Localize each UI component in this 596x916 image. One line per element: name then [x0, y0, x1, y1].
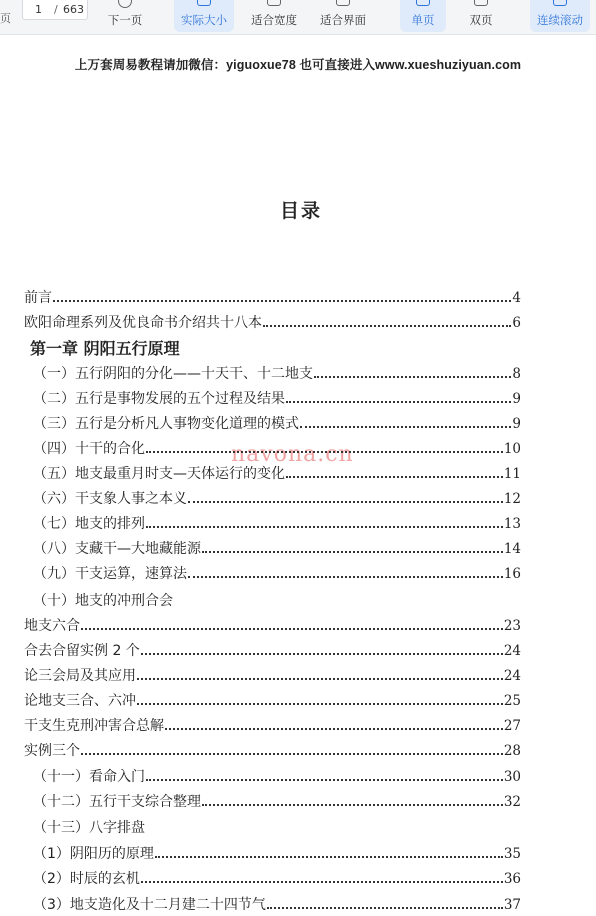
toc-entry-page: 9 — [512, 416, 521, 432]
single-page-icon — [416, 0, 430, 6]
toc-entry-page: 37 — [503, 897, 521, 913]
page-title: 目录 — [279, 200, 322, 222]
toc-entry[interactable] — [33, 388, 521, 410]
toc-entry[interactable] — [33, 538, 521, 560]
toc-entry[interactable] — [33, 438, 521, 460]
next-page-icon — [118, 0, 132, 8]
toc-entry-title: （七）地支的排列 — [33, 516, 145, 532]
toc-entry[interactable] — [33, 590, 173, 612]
toc-leader-dots — [141, 653, 503, 655]
toc-leader-dots — [314, 376, 511, 378]
toc-entry[interactable] — [24, 615, 521, 637]
toc-entry-title: （2）时辰的玄机 — [33, 871, 140, 887]
toc-leader-dots — [146, 779, 503, 781]
toc-entry[interactable] — [24, 715, 521, 737]
toc-entry[interactable] — [33, 868, 521, 890]
toc-entry-page: 13 — [503, 516, 521, 532]
toc-entry-title: （1）阴阳历的原理 — [33, 846, 154, 862]
continuous-scroll-label: 连续滚动 — [537, 13, 583, 27]
toc-entry-title: 地支六合 — [24, 618, 80, 634]
toc-entry[interactable] — [33, 817, 145, 839]
toc-entry-page: 32 — [503, 794, 521, 810]
toc-leader-dots — [300, 426, 511, 428]
toc-entry-title: 合去合留实例 2 个 — [24, 643, 140, 659]
toc-entry-page: 25 — [503, 693, 521, 709]
toc-entry-title: （十三）八字排盘 — [33, 820, 145, 836]
toc-entry[interactable] — [33, 563, 521, 585]
toc-leader-dots — [141, 881, 503, 883]
toc-entry-title: （六）干支象人事之本义 — [33, 491, 187, 507]
viewer-toolbar — [0, 0, 596, 35]
toc-leader-dots — [155, 856, 503, 858]
toc-entry-page: 24 — [503, 668, 521, 684]
page-separator: / — [54, 3, 58, 16]
single-page-button[interactable] — [400, 0, 446, 32]
toc-leader-dots — [188, 501, 503, 503]
page-header-text: 上万套周易教程请加微信：yiguoxue78 也可直接进入www.xueshuziyuan.com — [74, 58, 522, 72]
toc-entry-page: 36 — [503, 871, 521, 887]
toc-entry[interactable] — [33, 843, 521, 865]
toc-entry-title: 实例三个 — [24, 743, 80, 759]
toc-leader-dots — [81, 753, 503, 755]
toc-entry-page: 24 — [503, 643, 521, 659]
double-page-label: 双页 — [469, 13, 493, 27]
fit-page-label: 适合界面 — [320, 13, 366, 27]
toc-entry-page: 30 — [503, 769, 521, 785]
actual-size-label: 实际大小 — [181, 13, 227, 27]
toc-entry-title: （四）十干的合化 — [33, 441, 145, 457]
toc-entry[interactable] — [33, 413, 521, 435]
toc-entry-title: （二）五行是事物发展的五个过程及结果 — [33, 391, 285, 407]
toc-entry-title: （三）五行是分析凡人事物变化道理的模式 — [33, 416, 299, 432]
toc-leader-dots — [188, 576, 503, 578]
toc-leader-dots — [202, 804, 503, 806]
toc-entry-page: 4 — [512, 290, 521, 306]
toc-entry-page: 11 — [503, 466, 521, 482]
toc-entry[interactable] — [33, 363, 521, 385]
toc-entry-title: 前言 — [24, 290, 52, 306]
next-page-button[interactable] — [100, 0, 150, 32]
toc-leader-dots — [267, 907, 503, 909]
toc-entry[interactable] — [33, 791, 521, 813]
toc-entry[interactable] — [24, 665, 521, 687]
toc-leader-dots — [202, 551, 503, 553]
toc-entry-page: 28 — [503, 743, 521, 759]
toc-entry-title: （十）地支的冲刑合会 — [33, 593, 173, 609]
toc-leader-dots — [146, 451, 503, 453]
toc-entry-title: 欧阳命理系列及优良命书介绍共十八本 — [24, 315, 262, 331]
toc-leader-dots — [263, 325, 511, 327]
fit-page-button[interactable] — [313, 0, 373, 32]
toc-entry[interactable] — [30, 336, 180, 358]
toc-entry-title: 第一章 阴阳五行原理 — [30, 339, 180, 358]
toc-entry-title: （一）五行阴阳的分化——十天干、十二地支 — [33, 366, 313, 382]
toolbar-edge-label: 页 — [0, 12, 11, 25]
toc-entry-title: （3）地支造化及十二月建二十四节气 — [33, 897, 266, 913]
toc-leader-dots — [53, 300, 511, 302]
toc-entry[interactable] — [24, 740, 521, 762]
toc-entry[interactable] — [24, 287, 521, 309]
toc-entry[interactable] — [24, 690, 521, 712]
toc-leader-dots — [81, 628, 503, 630]
actual-size-icon — [197, 0, 211, 6]
toc-leader-dots — [165, 728, 503, 730]
page-total: 663 — [63, 3, 84, 16]
toc-entry-title: （十一）看命入门 — [33, 769, 145, 785]
double-page-button[interactable] — [458, 0, 504, 32]
toc-entry-title: 论地支三合、六冲 — [24, 693, 136, 709]
toc-entry-title: （十二）五行干支综合整理 — [33, 794, 201, 810]
toc-entry-page: 27 — [503, 718, 521, 734]
toc-entry-title: （九）干支运算，速算法 — [33, 566, 187, 582]
continuous-scroll-button[interactable] — [530, 0, 590, 32]
toc-leader-dots — [286, 476, 503, 478]
fit-page-icon — [336, 0, 350, 6]
toc-entry[interactable] — [33, 513, 521, 535]
toc-entry-page: 9 — [512, 391, 521, 407]
toc-entry[interactable] — [24, 640, 521, 662]
toc-entry-title: 论三会局及其应用 — [24, 668, 136, 684]
toc-entry[interactable] — [33, 766, 521, 788]
toc-entry[interactable] — [24, 312, 521, 334]
toc-leader-dots — [286, 401, 511, 403]
single-page-label: 单页 — [411, 13, 435, 27]
toc-entry-page: 35 — [503, 846, 521, 862]
toc-entry[interactable] — [33, 463, 521, 485]
toc-entry-page: 8 — [512, 366, 521, 382]
toc-entry-page: 23 — [503, 618, 521, 634]
toc-entry-page: 10 — [503, 441, 521, 457]
toc-entry-page: 6 — [512, 315, 521, 331]
toc-entry-page: 14 — [503, 541, 521, 557]
toc-entry-page: 16 — [503, 566, 521, 582]
next-page-label: 下一页 — [107, 13, 143, 27]
watermark: navona.cn — [231, 442, 354, 467]
continuous-scroll-icon — [553, 0, 567, 6]
toc-entry-page: 12 — [503, 491, 521, 507]
toc-entry-title: 干支生克刑冲害合总解 — [24, 718, 164, 734]
page-current: 1 — [35, 3, 42, 16]
fit-width-label: 适合宽度 — [251, 13, 297, 27]
fit-width-button[interactable] — [244, 0, 304, 32]
toc-entry[interactable] — [33, 894, 521, 916]
page-number-input[interactable] — [22, 0, 88, 20]
actual-size-button[interactable] — [174, 0, 234, 32]
toc-entry-title: （五）地支最重月时支—天体运行的变化 — [33, 466, 285, 482]
toc-entry-title: （八）支藏干—大地藏能源 — [33, 541, 201, 557]
toc-leader-dots — [137, 703, 503, 705]
fit-width-icon — [267, 0, 281, 6]
toc-leader-dots — [146, 526, 503, 528]
toc-entry[interactable] — [33, 488, 521, 510]
toc-leader-dots — [137, 678, 503, 680]
double-page-icon — [474, 0, 488, 6]
